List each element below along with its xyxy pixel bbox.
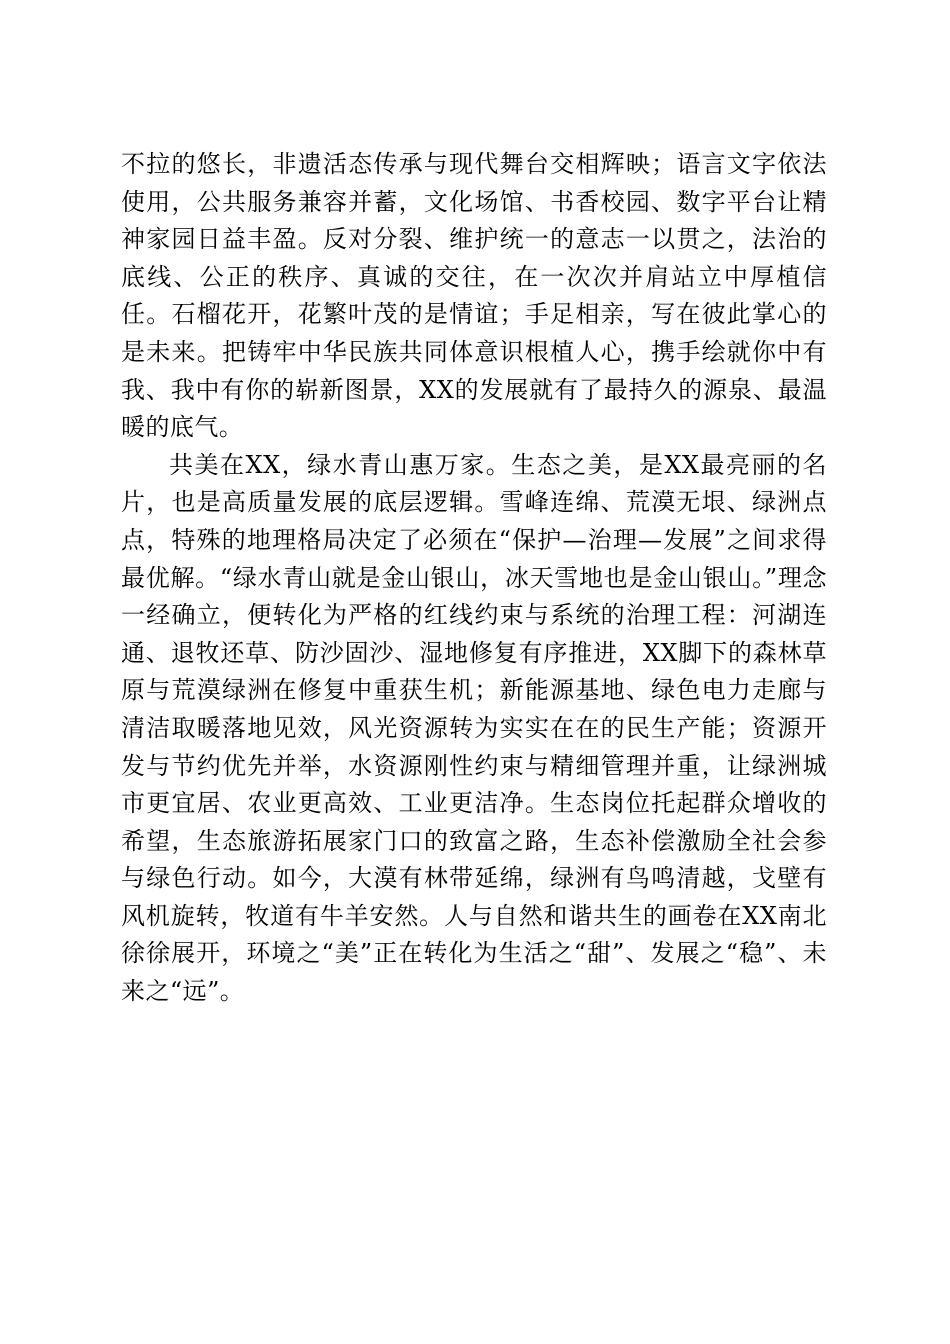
paragraph-ecology: 共美在XX，绿水青山惠万家。生态之美，是XX最亮丽的名片，也是高质量发展的底层逻辑。雪峰连绵、荒漠无垠、绿洲点点，特殊的地理格局决定了必须在“保护—治理—发展”之间求得最优解。“绿水青山就是金山银山，冰天雪地也是金山银山。”理念一经确立，便转化为严格的红线约束与系统的治理工程：河湖连通、退牧还草、防沙固沙、湿地修复有序推进，XX脚下的森林草原与荒漠绿洲在修复中重获生机；新能源基地、绿色电力走廊与清洁取暖落地见效，风光资源转为实实在在的民生产能；资源开发与节约优先并举，水资源刚性约束与精细管理并重，让绿洲城市更宜居、农业更高效、工业更洁净。生态岗位托起群众增收的希望，生态旅游拓展家门口的致富之路，生态补偿激励全社会参与绿色行动。如今，大漠有林带延绵，绿洲有鸟鸣清越，戈壁有风机旋转，牧道有牛羊安然。人与自然和谐共生的画卷在XX南北徐徐展开，环境之“美”正在转化为生活之“甜”、发展之“稳”、未来之“远”。 (121, 450, 827, 1006)
paragraph-continuation: 不拉的悠长，非遗活态传承与现代舞台交相辉映；语言文字依法使用，公共服务兼容并蓄，文化场馆、书香校园、数字平台让精神家园日益丰盈。反对分裂、维护统一的意志一以贯之，法治的底线、公正的秩序、真诚的交往，在一次次并肩站立中厚植信任。石榴花开，花繁叶茂的是情谊；手足相亲，写在彼此掌心的是未来。把铸牢中华民族共同体意识根植人心，携手绘就你中有我、我中有你的崭新图景，XX的发展就有了最持久的源泉、最温暖的底气。 (121, 150, 827, 442)
body-text (121, 146, 827, 1011)
